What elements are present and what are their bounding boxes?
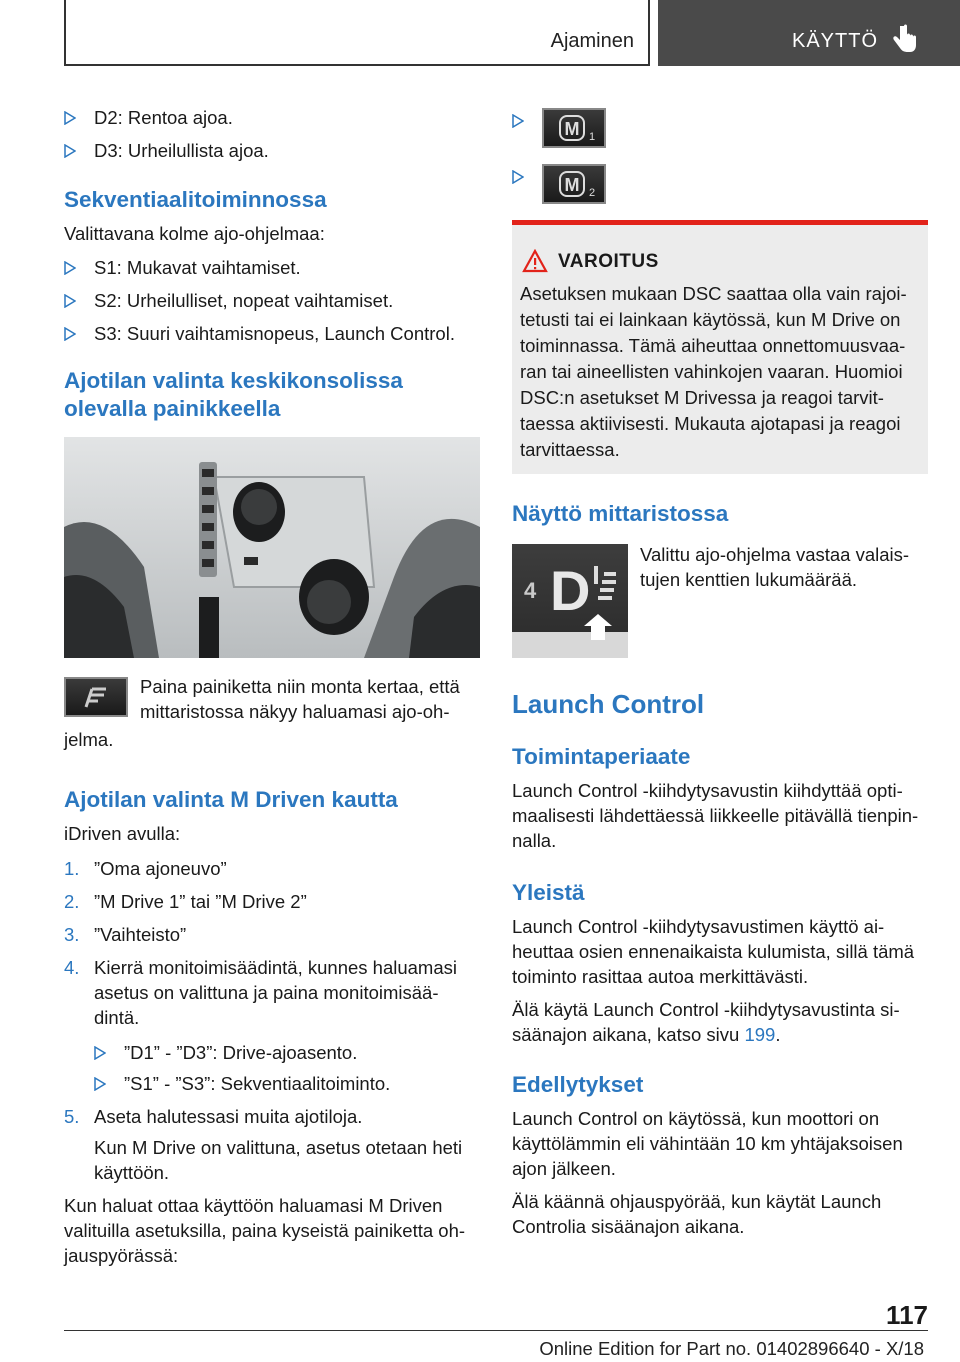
paragraph: Älä käännä ohjauspyörää, kun käytät Launch	[512, 1191, 882, 1212]
header-section-box	[64, 0, 650, 66]
console-button-image	[64, 677, 128, 717]
list-item: 5. Aseta halutessasi muita ajotiloja.	[64, 1106, 363, 1127]
instrument-display-image	[512, 544, 628, 658]
paragraph: Paina painiketta niin monta kertaa, että	[140, 676, 460, 697]
paragraph: jauspyörässä:	[64, 1245, 179, 1266]
header-chapter-box	[658, 0, 960, 66]
svg-text:M: M	[564, 175, 580, 195]
center-console-photo	[64, 437, 480, 658]
paragraph: jelma.	[64, 729, 114, 750]
heading-general: Yleistä	[512, 880, 585, 905]
gear-number: 4	[524, 578, 537, 603]
list-item: 3. ”Vaihteisto”	[64, 924, 187, 945]
paragraph: Älä käytä Launch Control -kiihdytysavustinta si-	[512, 999, 900, 1020]
m1-button-image	[542, 108, 606, 148]
header-chapter-title: KÄYTTÖ	[792, 30, 879, 52]
paragraph: mittaristossa näkyy haluamasi ajo-oh-	[140, 701, 450, 722]
paragraph: käyttölämmin eli vähintään 10 km yhtäjaksoisen	[512, 1133, 903, 1154]
header-section-title: Ajaminen	[550, 30, 634, 52]
paragraph: heuttaa osien ennenaikaista kulumista, sillä tämä	[512, 941, 915, 962]
page-link[interactable]: 199	[744, 1024, 776, 1045]
paragraph: toiminto rasittaa autoa merkittävästi.	[512, 966, 809, 987]
heading-requirements: Edellytykset	[512, 1072, 644, 1097]
list-item: 2. ”M Drive 1” tai ”M Drive 2”	[64, 891, 307, 912]
list-item: D3: Urheilullista ajoa.	[64, 138, 482, 163]
warning-triangle-icon	[522, 249, 548, 278]
list-item: ”S1” - ”S3”: Sekventiaalitoiminto.	[94, 1071, 482, 1096]
footer-edition: Online Edition for Part no. 01402896640 - X/18	[539, 1338, 924, 1359]
warning-box	[512, 220, 928, 474]
list-item: ”D1” - ”D3”: Drive-ajoasento.	[94, 1040, 482, 1065]
paragraph: käyttöön.	[94, 1162, 170, 1183]
paragraph: nalla.	[512, 830, 557, 851]
list-item: S3: Suuri vaihtamisnopeus, Launch Control.	[64, 321, 482, 346]
heading-mdrive: Ajotilan valinta M Driven kautta	[64, 787, 398, 812]
list-item: S1: Mukavat vaihtamiset.	[64, 255, 482, 280]
paragraph: iDriven avulla:	[64, 823, 181, 844]
paragraph: Controlia sisäänajon aikana.	[512, 1216, 745, 1237]
warning-text: Asetuksen mukaan DSC saattaa olla vain rajoi- tetusti tai ei lainkaan käytössä, kun M Drive on toiminnassa. Tämä aiheuttaa onnettomuusvaa- ran tai aineellisten vahinkojen vaaran. Huomioi DSC:n asetukset M Drivessa ja reagoi tarvit- taessa aktiivisesti. Mukauta ajotapasi ja reagoi tarvittaessa.	[520, 283, 907, 460]
hand-pointer-icon	[892, 24, 918, 59]
footer-divider	[64, 1330, 928, 1331]
heading-console: Ajotilan valinta keskikonsolissa olevalla painikkeella	[64, 368, 403, 421]
paragraph: Kun haluat ottaa käyttöön haluamasi M Driven	[64, 1195, 443, 1216]
svg-text:2: 2	[589, 187, 596, 199]
paragraph: maalisesti lähdettäessä liikkeelle pitävällä tienpin-	[512, 805, 919, 826]
list-item: S2: Urheilulliset, nopeat vaihtamiset.	[64, 288, 482, 313]
gear-letter: D	[550, 559, 591, 622]
svg-text:1: 1	[589, 131, 596, 143]
paragraph: Launch Control on käytössä, kun moottori on	[512, 1108, 880, 1129]
list-item: 4. Kierrä monitoimisäädintä, kunnes haluamasi asetus on valittuna ja paina monitoimisää- dintä.	[64, 957, 457, 1028]
heading-display: Näyttö mittaristossa	[512, 501, 729, 526]
page-number: 117	[886, 1300, 928, 1330]
m2-button-image	[542, 164, 606, 204]
list-item: D2: Rentoa ajoa.	[64, 105, 482, 130]
paragraph: tujen kenttien lukumäärää.	[640, 569, 857, 590]
heading-sequential: Sekventiaalitoiminnossa	[64, 187, 327, 212]
list-item: 1. ”Oma ajoneuvo”	[64, 858, 227, 879]
heading-launch-control: Launch Control	[512, 689, 705, 719]
warning-title: VAROITUS	[558, 251, 659, 272]
paragraph: Launch Control -kiihdytysavustimen käyttö ai-	[512, 916, 885, 937]
paragraph: säänajon aikana, katso sivu 199.	[512, 1024, 781, 1045]
paragraph: valituilla asetuksilla, paina kyseistä painiketta oh-	[64, 1220, 466, 1241]
paragraph: Valittavana kolme ajo-ohjelmaa:	[64, 223, 325, 244]
paragraph: Kun M Drive on valittuna, asetus otetaan heti	[94, 1137, 463, 1158]
heading-principle: Toimintaperiaate	[512, 744, 691, 769]
paragraph: ajon jälkeen.	[512, 1158, 616, 1179]
svg-text:M: M	[564, 119, 580, 139]
paragraph: Launch Control -kiihdytysavustin kiihdyttää opti-	[512, 780, 903, 801]
paragraph: Valittu ajo-ohjelma vastaa valais-	[640, 544, 910, 565]
